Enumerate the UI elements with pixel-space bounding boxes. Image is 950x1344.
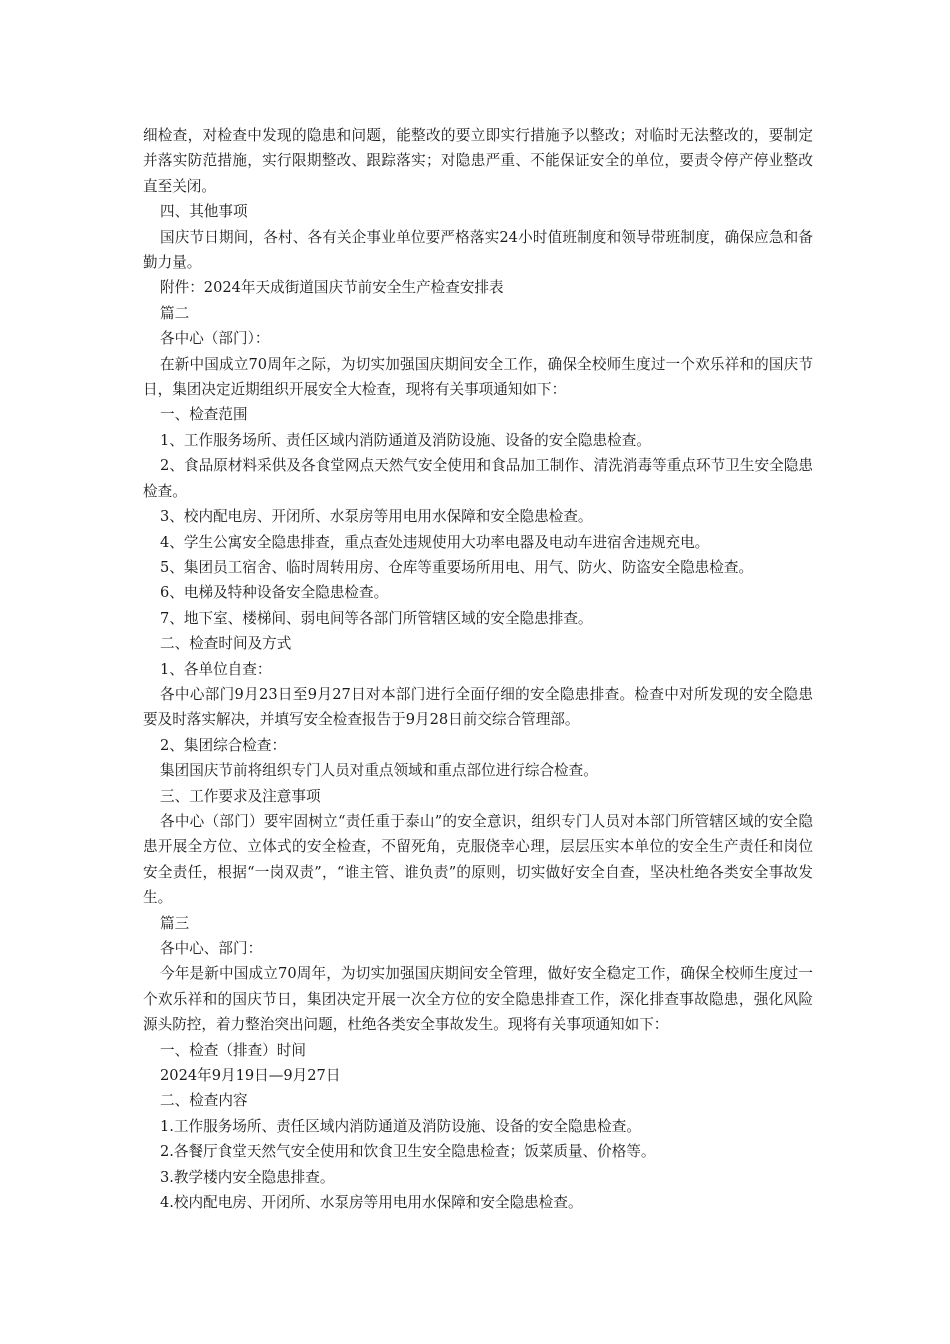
salutation: 各中心、部门：: [160, 940, 263, 957]
paragraph: 细检查，对检查中发现的隐患和问题，能整改的要立即实行措施予以整改；对临时无法整改的，要制定并落实防范措施，实行限期整改、跟踪落实；对隐患严重、不能保证安全的单位，要责令停产停业整改直至关闭。: [143, 127, 813, 195]
list-item: 5、集团员工宿舍、临时周转用房、仓库等重要场所用电、用气、防火、防盗安全隐患检查。: [160, 558, 754, 576]
salutation: 各中心（部门）：: [160, 330, 270, 348]
section-heading: 三、工作要求及注意事项: [160, 787, 321, 805]
list-item: 7、地下室、楼梯间、弱电间等各部门所管辖区域的安全隐患排查。: [160, 609, 593, 627]
list-item: 2、食品原材料采供及各食堂网点天然气安全使用和食品加工制作、清洗消毒等重点环节卫生安全隐患检查。: [143, 457, 813, 500]
paragraph: 各中心部门9月23日至9月27日对本部门进行全面仔细的安全隐患排查。检查中对所发现的安全隐患要及时落实解决，并填写安全检查报告于9月28日前交综合管理部。: [143, 685, 813, 729]
paragraph: 在新中国成立70周年之际，为切实加强国庆期间安全工作，确保全校师生度过一个欢乐祥和的国庆节日，集团决定近期组织开展安全大检查，现将有关事项通知如下：: [143, 355, 813, 399]
list-item: 3、校内配电房、开闭所、水泵房等用电用水保障和安全隐患检查。: [160, 508, 593, 526]
list-item: 1.工作服务场所、责任区域内消防通道及消防设施、设备的安全隐患检查。: [160, 1117, 641, 1135]
section-heading: 一、检查范围: [160, 406, 248, 424]
paragraph: 今年是新中国成立70周年，为切实加强国庆期间安全管理，做好安全稳定工作，确保全校师生度过一个欢乐祥和的国庆节日，集团决定开展一次全方位的安全隐患排查工作，深化排查事故隐患，强化风险源头防控，着力整治突出问题，杜绝各类安全事故发生。现将有关事项通知如下：: [143, 965, 813, 1034]
list-item: 1、工作服务场所、责任区域内消防通道及消防设施、设备的安全隐患检查。: [160, 431, 651, 449]
paragraph: 集团国庆节前将组织专门人员对重点领域和重点部位进行综合检查。: [160, 762, 598, 780]
list-item: 2.各餐厅食堂天然气安全使用和饮食卫生安全隐患检查；饭菜质量、价格等。: [160, 1143, 656, 1161]
list-item: 6、电梯及特种设备安全隐患检查。: [160, 584, 389, 602]
subsection-heading: 1、各单位自查：: [160, 660, 272, 678]
section-heading: 二、检查内容: [160, 1092, 248, 1110]
part-title: 篇三: [160, 914, 190, 932]
list-item: 3.教学楼内安全隐患排查。: [160, 1168, 335, 1186]
attachment-note: 附件：2024年天成街道国庆节前安全生产检查安排表: [160, 279, 504, 297]
section-heading: 一、检查（排查）时间: [160, 1041, 306, 1059]
section-heading: 二、检查时间及方式: [160, 635, 292, 653]
list-item: 4.校内配电房、开闭所、水泵房等用电用水保障和安全隐患检查。: [160, 1194, 583, 1212]
date-range: 2024年9月19日—9月27日: [160, 1067, 341, 1085]
part-title: 篇二: [160, 304, 190, 322]
paragraph: 各中心（部门）要牢固树立“责任重于泰山”的安全意识，组织专门人员对本部门所管辖区域的安全隐患开展全方位、立体式的安全检查，不留死角，克服侥幸心理，层层压实本单位的安全生产责任和岗位安全责任，根据“一岗双责”，“谁主管、谁负责”的原则，切实做好安全自查，坚决杜绝各类安全事故发生。: [143, 812, 813, 907]
paragraph: 国庆节日期间，各村、各有关企事业单位要严格落实24小时值班制度和领导带班制度，确保应急和备勤力量。: [143, 228, 813, 272]
subsection-heading: 2、集团综合检查：: [160, 736, 287, 754]
section-heading: 四、其他事项: [160, 203, 248, 221]
document-body: [143, 123, 813, 1215]
list-item: 4、学生公寓安全隐患排查，重点查处违规使用大功率电器及电动车进宿舍违规充电。: [160, 533, 710, 551]
